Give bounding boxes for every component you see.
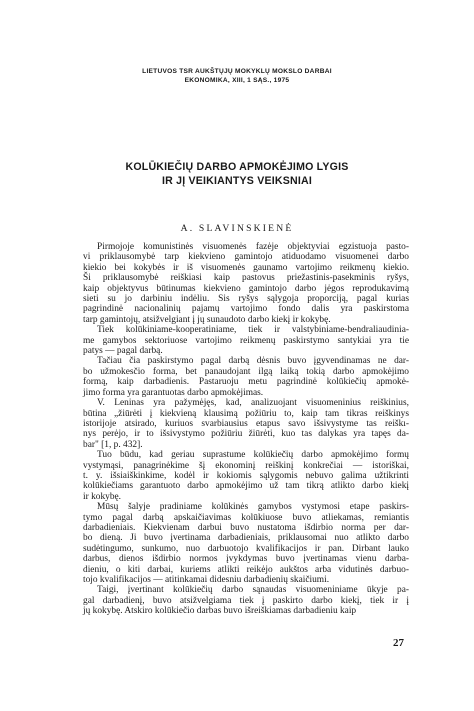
text-line: sudėtingumo, sunkumo, nuo darbuotojo kvalifikacijos ir pan. Dirbant lauko [83,543,409,554]
article-body [83,242,409,617]
text-line: formą, kaip darbadienis. Pastaruoju metu pagrindinė kolūkiečių apmokė- [83,377,409,388]
text-line: t. y. išsiaiškinkime, kodėl ir kokiomis sąlygomis nebuvo galima užtikrinti [83,470,409,481]
page-number: 27 [393,637,404,649]
journal-header-line-2: EKONOMIKA, XIII, 1 SĄS., 1975 [184,77,290,84]
text-line: Tačiau čia paskirstymo pagal darbą dėsnis buvo įgyvendinamas ne dar- [97,356,409,367]
paragraph [83,502,409,585]
text-line: me gamybos sektoriuose vartojimo reikmenų paskirstymo santykiai yra tie [83,335,409,346]
text-line: jimo forma yra garantuotas darbo apmokėjimas. [83,387,264,398]
paragraph [83,356,409,398]
paragraph [83,398,409,450]
text-line: gal darbadienį, buvo atsižvelgiama tiek į paskirto darbo kiekį, tiek ir į [83,595,409,606]
text-line: Mūsų šalyje pradiniame kolūkinės gamybos vystymosi etape paskirs- [97,502,409,513]
text-line: sieti su jo darbiniu indėliu. Sis ryšys sąlygoja proporciją, pagal kurias [83,294,409,305]
article-title [0,160,474,188]
text-line: kiekio bei kokybės ir iš visuomenės gaunamo vartojimo reikmenų kiekio. [83,262,409,273]
text-line: darbus, dienos išdirbio normos įvykdymas buvo įvertinamas vienu darba- [83,554,409,565]
journal-header [0,67,474,85]
text-line: Taigi, įvertinant kolūkiečių darbo sąnaudas visuomeniniame ūkyje pa- [97,585,409,596]
text-line: V. Leninas yra pažymėjęs, kad, analizuojant visuomeninius reiškinius, [97,398,409,409]
text-line: vi priklausomybė tarp kiekvieno gamintojo atiduodamo visuomenei darbo [83,252,409,263]
text-line: Ši priklausomybė reiškiasi kaip pastovus priežastinis-pasekminis ryšys, [83,273,409,284]
text-line: būtina „žiūrėti į kiekvieną klausimą požiūriu to, kaip tam tikras reiškinys [83,408,409,419]
text-line: Tiek kolūkiniame-kooperatiniame, tiek ir valstybiniame-bendraliaudinia- [97,325,409,336]
text-line: tarp gamintojų, atsižvelgiant į jų sunaudoto darbo kiekį ir kokybę. [83,314,331,325]
text-line: bar" [1, p. 432]. [83,439,143,450]
text-line: darbadieniais. Kiekvienam darbui buvo nustatoma išdirbio norma per dar- [83,522,409,533]
text-line: Pirmojoje komunistinės visuomenės fazėje objektyviai egzistuoja pasto- [97,242,409,252]
text-line: kolūkiečiams garantuoto darbo apmokėjimo už tam tikrą atlikto darbo kiekį [83,481,409,492]
article-title-line-2: IR JĮ VEIKIANTYS VEIKSNIAI [161,175,312,187]
text-line: bo užmokesčio forma, bet panaudojant ilgą laiką tokią darbo apmokėjimo [83,366,409,377]
text-line: kaip objektyvus būtinumas kiekvieno gamintojo darbo jėgos reprodukavimą [83,283,409,294]
author-name: A. SLAVINSKIENĖ [180,223,294,234]
text-line: vystymąsi, panagrinėkime šį ekonominį reiškinį konkrečiai — istoriškai, [83,460,409,471]
text-line: bo dieną. Ji buvo įvertinama darbadieniais, priklausomai nuo atlikto darbo [83,533,409,544]
text-line: dieniu, o kiti darbai, kuriems atlikti reikėjo aukštos arba vidutinės darbuo- [83,564,409,575]
paragraph [83,325,409,356]
journal-header-line-1: LIETUVOS TSR AUKŠTŲJŲ MOKYKLŲ MOKSLO DARBAI [142,68,332,75]
paragraph [83,242,409,325]
paragraph [83,585,409,616]
paragraph [83,450,409,502]
text-line: pagrindinė nacionalinių pajamų vartojimo fondo dalis yra paskirstoma [83,304,409,315]
text-line: patys — pagal darbą. [83,346,163,357]
text-line: tojo kvalifikacijos — atitinkamai didesniu darbadienių skaičiumi. [83,575,330,585]
text-line: jų kokybę. Atskiro kolūkiečio darbas buvo išreiškiamas darbadieniu kaip [83,606,357,617]
text-line: Tuo būdu, kad geriau suprastume kolūkiečių darbo apmokėjimo formų [97,450,409,461]
text-line: nys perėjo, ir to išsivystymo požiūriu žiūrėti, kuo tas dalykas yra tapęs da- [83,429,409,440]
text-line: tymo pagal darbą apskaičiavimas kolūkiuose buvo atliekamas, remiantis [83,512,409,523]
text-line: ir kokybę. [83,491,122,502]
article-title-line-1: KOLŪKIEČIŲ DARBO APMOKĖJIMO LYGIS [125,161,349,173]
text-line: istorijoje atsirado, kuriuos svarbiausius etapus savo išsivystyme tas reiškı- [83,418,409,429]
